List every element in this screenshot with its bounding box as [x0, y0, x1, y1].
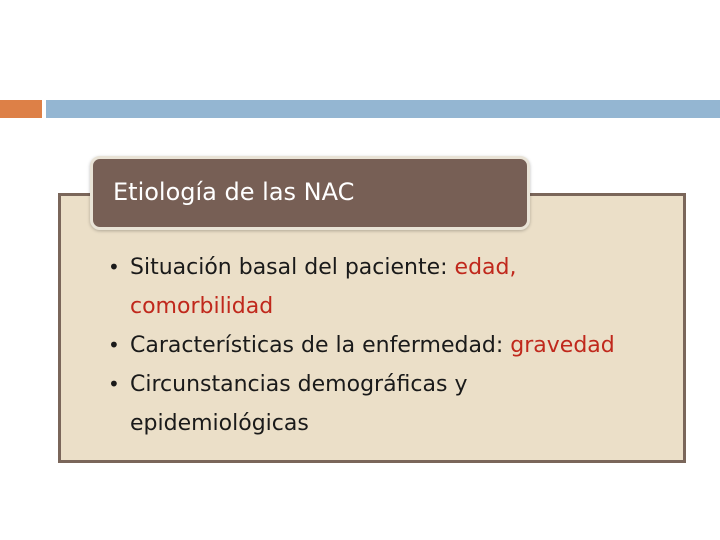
bullet-item-1: [100, 248, 620, 326]
slide-title: Etiología de las NAC: [113, 178, 355, 206]
bullet-highlight-1: edad, comorbilidad: [130, 255, 517, 319]
bullet-text-3: Circunstancias demográficas y epidemiológicas: [130, 372, 468, 436]
accent-bar-blue: [46, 100, 720, 118]
bullet-dot-icon: •: [108, 255, 120, 279]
bullet-text-2: Características de la enfermedad:: [130, 333, 511, 358]
bullet-item-3: [100, 365, 620, 443]
bullet-item-2: [100, 326, 620, 365]
bullet-dot-icon: •: [108, 372, 120, 396]
bullet-dot-icon: •: [108, 333, 120, 357]
bullet-list: [100, 248, 620, 443]
title-tab: [90, 156, 530, 230]
bullet-highlight-2: gravedad: [510, 333, 615, 358]
bullet-text-1: Situación basal del paciente:: [130, 255, 455, 280]
accent-bar-orange: [0, 100, 42, 118]
